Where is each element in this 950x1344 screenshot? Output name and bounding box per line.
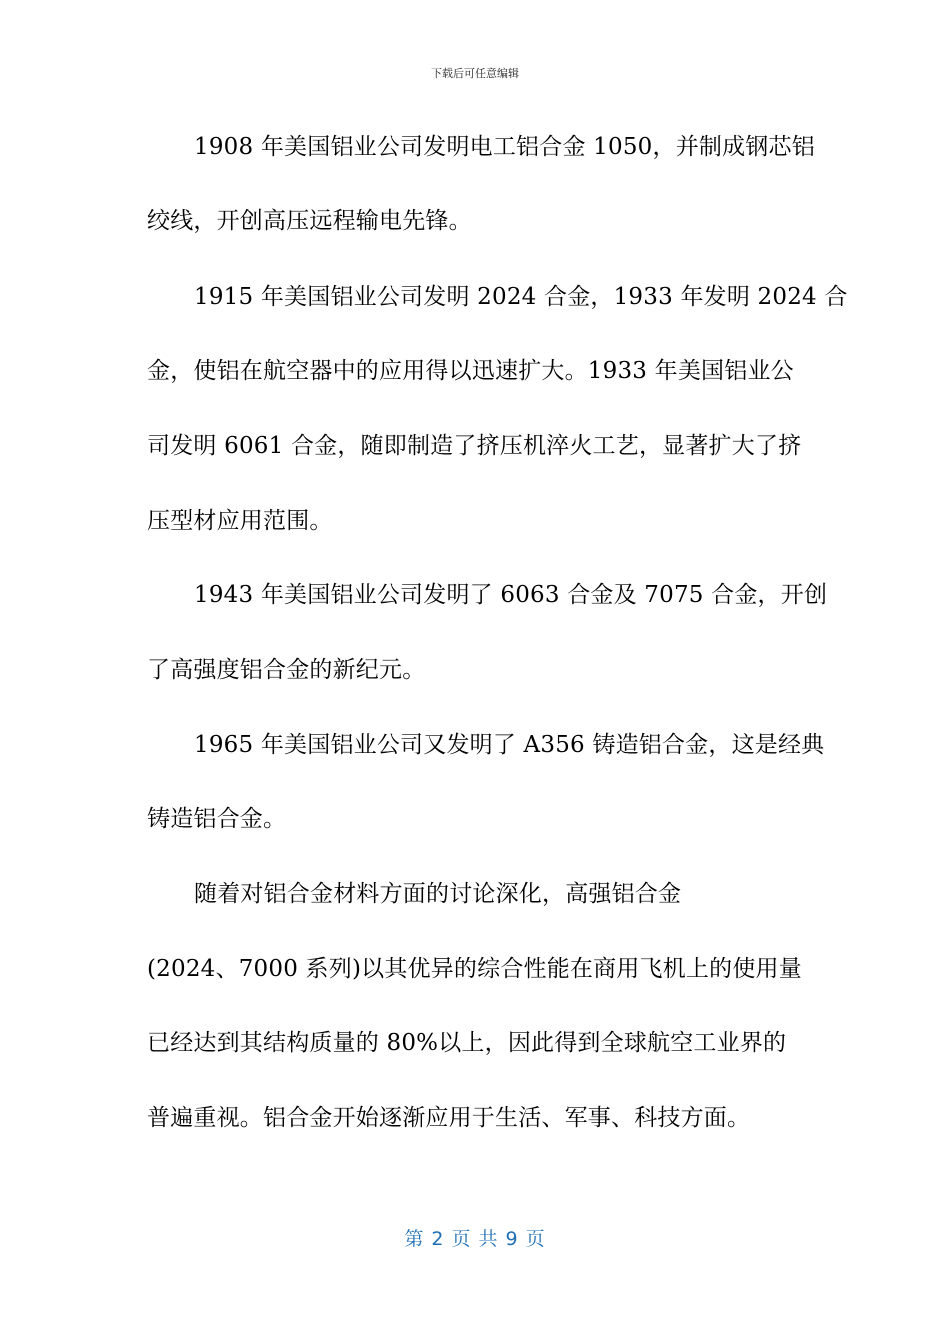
paragraph-4-line-1: 1965 年美国铝业公司又发明了 A356 铸造铝合金，这是经典 <box>194 732 825 758</box>
paragraph-4-line-2: 铸造铝合金。 <box>147 806 287 832</box>
paragraph-1-line-1: 1908 年美国铝业公司发明电工铝合金 1050，并制成钢芯铝 <box>194 134 815 160</box>
paragraph-2-line-3: 司发明 6061 合金，随即制造了挤压机淬火工艺，显著扩大了挤 <box>147 433 802 459</box>
paragraph-5-line-2: (2024、7000 系列)以其优异的综合性能在商用飞机上的使用量 <box>147 956 802 982</box>
paragraph-2-line-4: 压型材应用范围。 <box>147 508 333 534</box>
paragraph-1-line-2: 绞线，开创高压远程输电先锋。 <box>147 208 472 234</box>
paragraph-5-line-4: 普遍重视。铝合金开始逐渐应用于生活、军事、科技方面。 <box>147 1105 751 1131</box>
page-number-label: 第 2 页 共 9 页 <box>404 1228 546 1250</box>
paragraph-5-line-3: 已经达到其结构质量的 80%以上，因此得到全球航空工业界的 <box>147 1030 787 1056</box>
paragraph-5-line-1: 随着对铝合金材料方面的讨论深化，高强铝合金 <box>194 881 682 907</box>
paragraph-2-line-1: 1915 年美国铝业公司发明 2024 合金，1933 年发明 2024 合 <box>194 284 848 310</box>
paragraph-2-line-2: 金，使铝在航空器中的应用得以迅速扩大。1933 年美国铝业公 <box>147 358 794 384</box>
paragraph-3-line-1: 1943 年美国铝业公司发明了 6063 合金及 7075 合金，开创 <box>194 582 828 608</box>
paragraph-3-line-2: 了高强度铝合金的新纪元。 <box>147 657 426 683</box>
download-note: 下载后可任意编辑 <box>431 67 519 80</box>
page-number-footer <box>0 1226 950 1252</box>
